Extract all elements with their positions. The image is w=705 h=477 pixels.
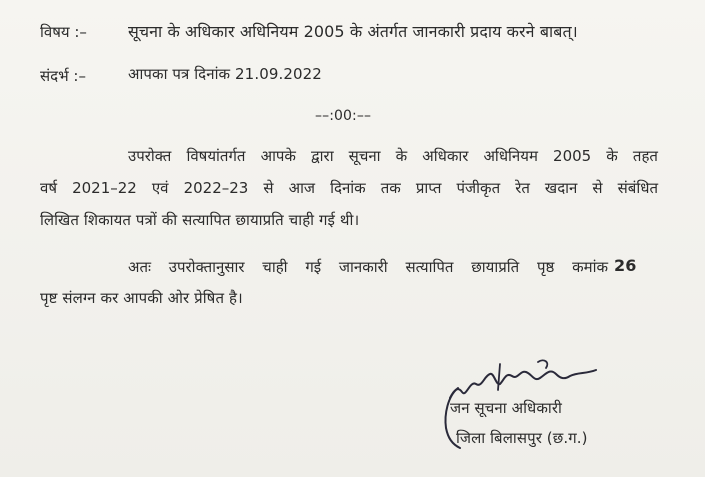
reference-text: आपका पत्र दिनांक 21.09.2022 (128, 65, 322, 83)
para2-line1: अतः उपरोक्तानुसार चाही गई जानकारी सत्यापित छायाप्रति पृष्ठ कमांक (128, 258, 608, 276)
reference-label: संदर्भ :– (40, 67, 86, 85)
para1-line3: लिखित शिकायत पत्रों की सत्यापित छायाप्रति चाही गई थी। (40, 211, 360, 229)
subject-text: सूचना के अधिकार अधिनियम 2005 के अंतर्गत जानकारी प्रदाय करने बाबत्। (128, 22, 578, 41)
para1-line2: वर्ष 2021–22 एवं 2022–23 से आज दिनांक तक प्राप्त पंजीकृत रेत खदान से संबंधित (40, 179, 658, 197)
signatory-designation: जन सूचना अधिकारी (450, 399, 562, 417)
page-count: 26 (614, 256, 637, 275)
separator: ––:00:–– (315, 108, 372, 124)
para1-line1: उपरोक्त विषयांतर्गत आपके द्वारा सूचना के अधिकार अधिनियम 2005 के तहत (128, 147, 658, 165)
signatory-district: जिला बिलासपुर (छ.ग.) (456, 429, 588, 447)
subject-label: विषय :– (40, 23, 87, 41)
para2-line2: पृष्ट संलग्न कर आपकी ओर प्रेषित है। (40, 289, 243, 307)
